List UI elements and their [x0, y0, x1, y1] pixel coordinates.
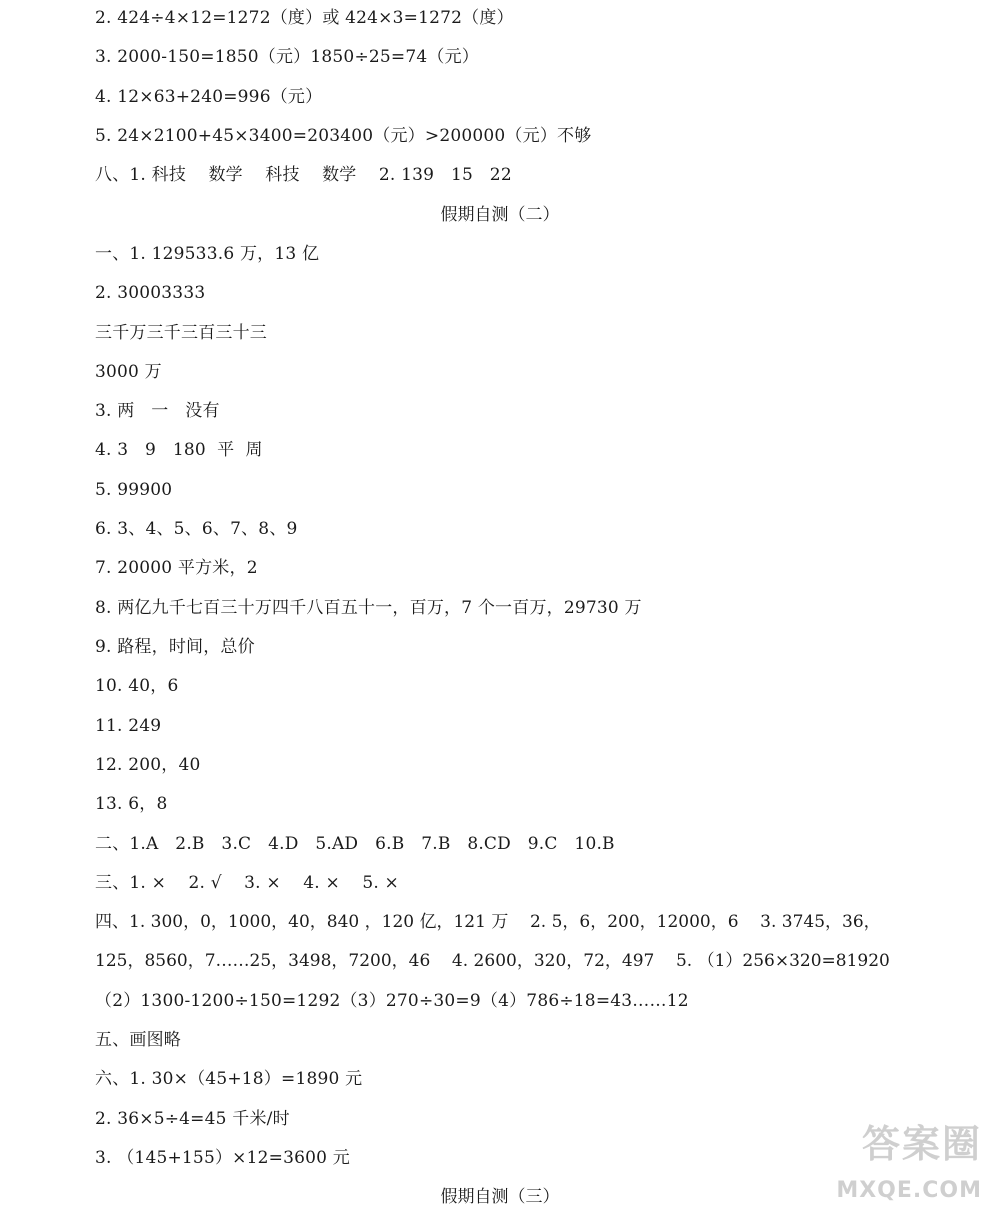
section-title: 假期自测（三）	[440, 1187, 560, 1207]
answer-line: （2）1300-1200÷150=1292（3）270÷30=9（4）786÷18=43……12	[95, 991, 689, 1011]
watermark-logo	[807, 1113, 982, 1203]
watermark-badge: 答案圈	[861, 1122, 982, 1166]
answer-line: 3. 两 一 没有	[95, 401, 220, 421]
answer-line: 五、画图略	[95, 1030, 181, 1050]
answer-line: 8. 两亿九千七百三十万四千八百五十一，百万，7 个一百万，29730 万	[95, 598, 642, 618]
answer-line: 二、1.A 2.B 3.C 4.D 5.AD 6.B 7.B 8.CD 9.C 10.B	[95, 834, 615, 854]
answer-line: 3. 2000-150=1850（元）1850÷25=74（元）	[95, 47, 480, 67]
section-title: 假期自测（二）	[440, 205, 560, 225]
answer-line: 2. 36×5÷4=45 千米/时	[95, 1109, 290, 1129]
answer-line: 2. 30003333	[95, 283, 206, 303]
answer-line: 5. 24×2100+45×3400=203400（元）>200000（元）不够	[95, 126, 592, 146]
watermark-site: MXQE.COM	[836, 1178, 982, 1203]
answer-line: 13. 6，8	[95, 794, 168, 814]
answer-line: 三千万三千三百三十三	[95, 323, 267, 343]
answer-line: 六、1. 30×（45+18）=1890 元	[95, 1069, 363, 1089]
answer-line: 10. 40，6	[95, 676, 179, 696]
answer-line: 125，8560，7……25，3498，7200，46 4. 2600，320，72，497 5. （1）256×320=81920	[95, 951, 890, 971]
answer-line: 11. 249	[95, 716, 162, 736]
answer-line: 2. 424÷4×12=1272（度）或 424×3=1272（度）	[95, 8, 514, 28]
answer-line: 八、1. 科技 数学 科技 数学 2. 139 15 22	[95, 165, 512, 185]
answer-line: 6. 3、4、5、6、7、8、9	[95, 519, 298, 539]
answer-line: 4. 3 9 180 平 周	[95, 440, 263, 460]
answer-line: 4. 12×63+240=996（元）	[95, 87, 323, 107]
answer-line: 7. 20000 平方米，2	[95, 558, 258, 578]
answer-line: 四、1. 300，0，1000，40，840 ，120 亿，121 万 2. 5，6，200，12000，6 3. 3745，36，	[95, 912, 881, 932]
answer-line: 12. 200，40	[95, 755, 201, 775]
answer-line: 3000 万	[95, 362, 162, 382]
answer-line: 三、1. × 2. √ 3. × 4. × 5. ×	[95, 873, 399, 893]
answer-line: 9. 路程，时间，总价	[95, 637, 255, 657]
answer-line: 5. 99900	[95, 480, 173, 500]
answer-line: 一、1. 129533.6 万，13 亿	[95, 244, 320, 264]
answer-line: 3. （145+155）×12=3600 元	[95, 1148, 350, 1168]
